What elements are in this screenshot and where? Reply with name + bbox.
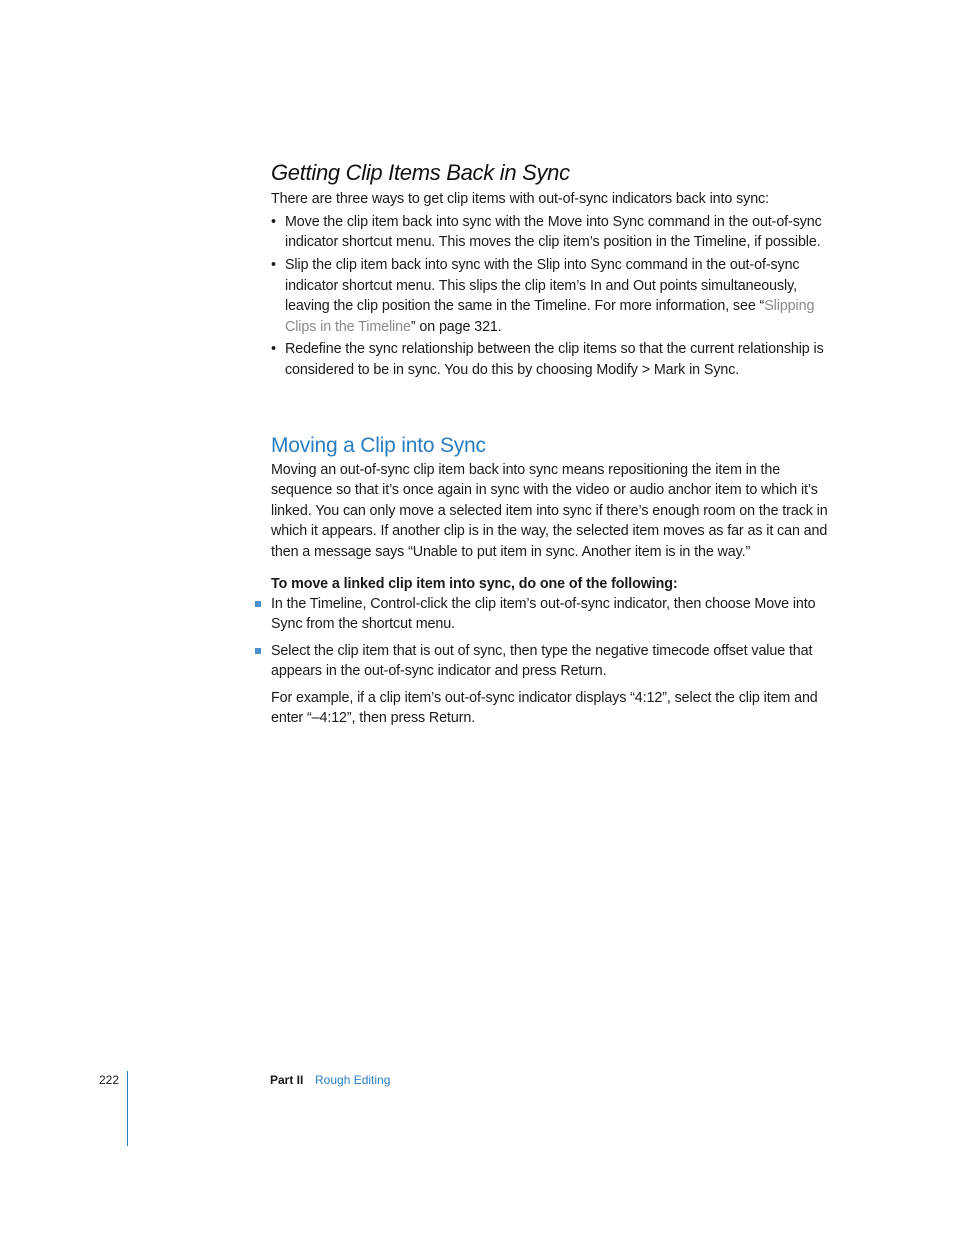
square-bullet-icon (255, 648, 261, 654)
section-body: Moving an out-of-sync clip item back into sync means repositioning the item in the sequence so that it’s once again in sync with the video or audio anchor item to which it’s linked. You can only move a selected item into sync if there’s enough room on the track in which it appears. If another clip is in the way, the selected item moves as far as it can and then a message says “Unable to put item in sync. Another item is in the way.” (271, 462, 828, 560)
bullet-icon: • (271, 214, 276, 230)
footer-divider (127, 1071, 128, 1146)
square-bullet-icon (255, 601, 261, 607)
list-item (253, 641, 833, 682)
bullet-icon: • (271, 257, 276, 274)
footer-part-label: Part II (270, 1073, 304, 1087)
cross-reference-link[interactable]: Slipping Clips in the Timeline (285, 298, 815, 335)
task-heading: To move a linked clip item into sync, do one of the following: (271, 576, 678, 592)
task-steps-list (253, 594, 833, 688)
bullet-icon: • (271, 341, 276, 358)
list-item (271, 339, 831, 380)
list-item-text-suffix: ” on page 321. (410, 318, 502, 335)
list-item-text: Move the clip item back into sync with the Move into Sync command in the out-of-sync indicator shortcut menu. This moves the clip item’s position in the Timeline, if possible. (285, 214, 822, 251)
list-item-text: In the Timeline, Control-click the clip item’s out-of-sync indicator, then choose Move into Sync from the shortcut menu. (271, 596, 816, 633)
list-item-text: Slip the clip item back into sync with the Slip into Sync command in the out-of-sync indicator shortcut menu. This slips the clip item’s In and Out points simultaneously, leaving the clip position the same in the Timeline. For more information, see “ (285, 257, 800, 315)
page-number: 222 (99, 1073, 120, 1087)
list-item-text: Redefine the sync relationship between the clip items so that the current relationship is considered to be in sync. You do this by choosing Modify > Mark in Sync. (285, 341, 824, 378)
list-item (253, 594, 833, 635)
section-heading-moving-clip: Moving a Clip into Sync (271, 434, 486, 457)
sync-methods-list (271, 212, 831, 383)
list-item-text: Select the clip item that is out of sync, then type the negative timecode offset value that appears in the out-of-sync indicator and press Return. (271, 642, 813, 680)
footer-section-link[interactable]: Rough Editing (315, 1073, 391, 1087)
section-heading-getting-back-in-sync: Getting Clip Items Back in Sync (271, 160, 570, 185)
list-item (271, 212, 831, 253)
example-paragraph: For example, if a clip item’s out-of-sync indicator displays “4:12”, select the clip item and enter “–4:12”, then press Return. (271, 690, 818, 727)
list-item (271, 255, 831, 337)
section-intro: There are three ways to get clip items with out-of-sync indicators back into sync: (271, 191, 769, 207)
